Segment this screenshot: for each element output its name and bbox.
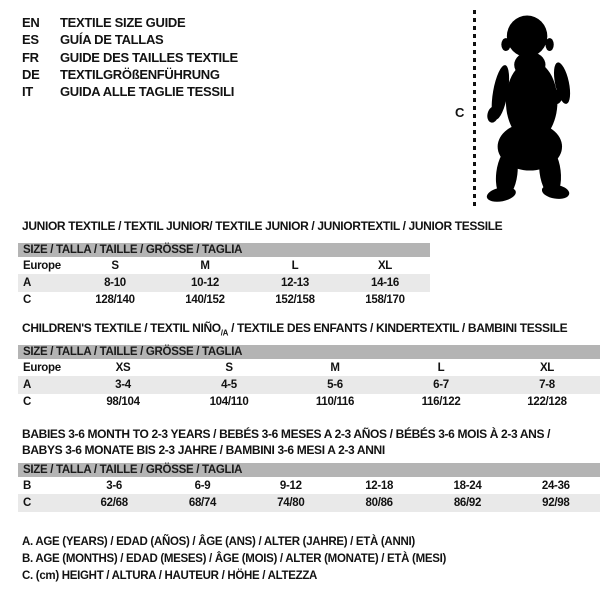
- value-cell: 98/104: [106, 396, 140, 409]
- value-cell: 140/152: [185, 294, 225, 307]
- value-cell: 104/110: [209, 396, 249, 409]
- value-cell: 8-10: [104, 276, 126, 289]
- size-header-bar: SIZE / TALLA / TAILLE / GRÖSSE / TAGLIA: [18, 243, 430, 257]
- babies-size-table: [18, 463, 600, 512]
- row-label-cell: C: [23, 496, 32, 509]
- size-header-bar: SIZE / TALLA / TAILLE / GRÖSSE / TAGLIA: [18, 463, 600, 477]
- lang-label: TEXTILE SIZE GUIDE: [60, 15, 186, 31]
- lang-row-de: [22, 66, 238, 83]
- language-title-block: [22, 14, 238, 100]
- value-cell: 4-5: [221, 378, 237, 391]
- region-label-cell: Europe: [23, 259, 61, 272]
- value-cell: 5-6: [327, 378, 343, 391]
- baby-silhouette-icon: [482, 7, 574, 209]
- value-cell: 10-12: [191, 276, 219, 289]
- value-cell: 92/98: [542, 496, 570, 509]
- height-measure-label: C: [455, 105, 465, 120]
- value-cell: 9-12: [279, 479, 302, 492]
- lang-code: ES: [22, 32, 39, 48]
- lang-label: GUÍA DE TALLAS: [60, 32, 164, 48]
- lang-label: GUIDA ALLE TAGLIE TESSILI: [60, 84, 235, 100]
- lang-row-es: [22, 31, 238, 48]
- size-header-bar: SIZE / TALLA / TAILLE / GRÖSSE / TAGLIA: [18, 345, 600, 359]
- junior-table-title: JUNIOR TEXTILE / TEXTIL JUNIOR/ TEXTILE JUNIOR / JUNIORTEXTIL / JUNIOR TESSILE: [22, 219, 503, 233]
- column-header-cell: S: [111, 259, 119, 272]
- row-label-cell: C: [23, 294, 32, 307]
- value-cell: 86/92: [453, 496, 482, 509]
- footnote-c: C. (cm) HEIGHT / ALTURA / HAUTEUR / HÖHE / ALTEZZA: [22, 570, 318, 582]
- babies-table-title-line2: BABYS 3-6 MONATE BIS 2-3 JAHRE / BAMBINI 3-6 MESI A 2-3 ANNI: [22, 443, 385, 457]
- lang-label: GUIDE DES TAILLES TEXTILE: [60, 49, 238, 65]
- footnotes-block: [22, 536, 446, 587]
- row-label-cell: A: [23, 378, 32, 391]
- column-header-cell: XL: [377, 259, 393, 272]
- value-cell: 3-6: [106, 479, 123, 492]
- value-cell: 12-18: [365, 479, 394, 492]
- height-measure-dashed-line: [473, 10, 476, 208]
- row-label-cell: B: [23, 479, 32, 492]
- value-cell: 18-24: [453, 479, 482, 492]
- row-label-cell: A: [23, 276, 32, 289]
- children-title-subscript: /A: [220, 328, 229, 338]
- value-cell: 14-16: [371, 276, 399, 289]
- columns-row: [18, 257, 430, 274]
- table-row-a: [18, 376, 600, 393]
- table-row-c: [18, 494, 600, 511]
- value-cell: 116/122: [421, 396, 461, 409]
- children-table-title: [22, 321, 567, 337]
- value-cell: 12-13: [281, 276, 309, 289]
- value-cell: 24-36: [541, 479, 570, 492]
- value-cell: 3-4: [115, 378, 131, 391]
- table-row-a: [18, 274, 430, 291]
- column-header-cell: S: [225, 361, 233, 374]
- value-cell: 6-7: [433, 378, 449, 391]
- value-cell: 6-9: [194, 479, 211, 492]
- children-title-part: / TEXTILE DES ENFANTS / KINDERTEXTIL / BAMBINI TESSILE: [228, 321, 568, 335]
- columns-row: [18, 359, 600, 376]
- table-row-c: [18, 394, 600, 411]
- column-header-cell: XL: [539, 361, 555, 374]
- value-cell: 80/86: [365, 496, 393, 509]
- lang-label: TEXTILGRÖßENFÜHRUNG: [60, 67, 220, 83]
- lang-code: FR: [22, 49, 39, 65]
- column-header-cell: M: [330, 361, 340, 374]
- lang-row-fr: [22, 49, 238, 66]
- column-header-cell: XS: [115, 361, 131, 374]
- column-header-cell: L: [291, 259, 299, 272]
- babies-table-title-line1: BABIES 3-6 MONTH TO 2-3 YEARS / BEBÉS 3-6 MESES A 2-3 AÑOS / BÉBÉS 3-6 MOIS À 2-3 ANS /: [22, 427, 551, 441]
- value-cell: 110/116: [315, 396, 355, 409]
- footnote-b: B. AGE (MONTHS) / EDAD (MESES) / ÂGE (MOIS) / ALTER (MONATE) / ETÀ (MESI): [22, 553, 447, 565]
- value-cell: 152/158: [275, 294, 315, 307]
- table-row-c: [18, 292, 430, 309]
- region-label-cell: Europe: [23, 361, 61, 374]
- lang-row-it: [22, 83, 238, 100]
- lang-code: DE: [22, 67, 40, 83]
- value-cell: 7-8: [539, 378, 555, 391]
- table-row-b: [18, 477, 600, 494]
- value-cell: 158/170: [365, 294, 405, 307]
- value-cell: 122/128: [527, 396, 567, 409]
- value-cell: 68/74: [188, 496, 217, 509]
- value-cell: 62/68: [100, 496, 128, 509]
- junior-size-table: [18, 243, 430, 309]
- lang-code: IT: [22, 84, 33, 100]
- value-cell: 74/80: [277, 496, 305, 509]
- column-header-cell: M: [200, 259, 210, 272]
- children-title-part: CHILDREN'S TEXTILE / TEXTIL NIÑO: [22, 321, 221, 335]
- footnote-a: A. AGE (YEARS) / EDAD (AÑOS) / ÂGE (ANS) / ALTER (JAHRE) / ETÀ (ANNI): [22, 536, 415, 548]
- value-cell: 128/140: [95, 294, 135, 307]
- lang-row-en: [22, 14, 238, 31]
- row-label-cell: C: [23, 396, 32, 409]
- children-size-table: [18, 345, 600, 411]
- column-header-cell: L: [437, 361, 445, 374]
- lang-code: EN: [22, 15, 40, 31]
